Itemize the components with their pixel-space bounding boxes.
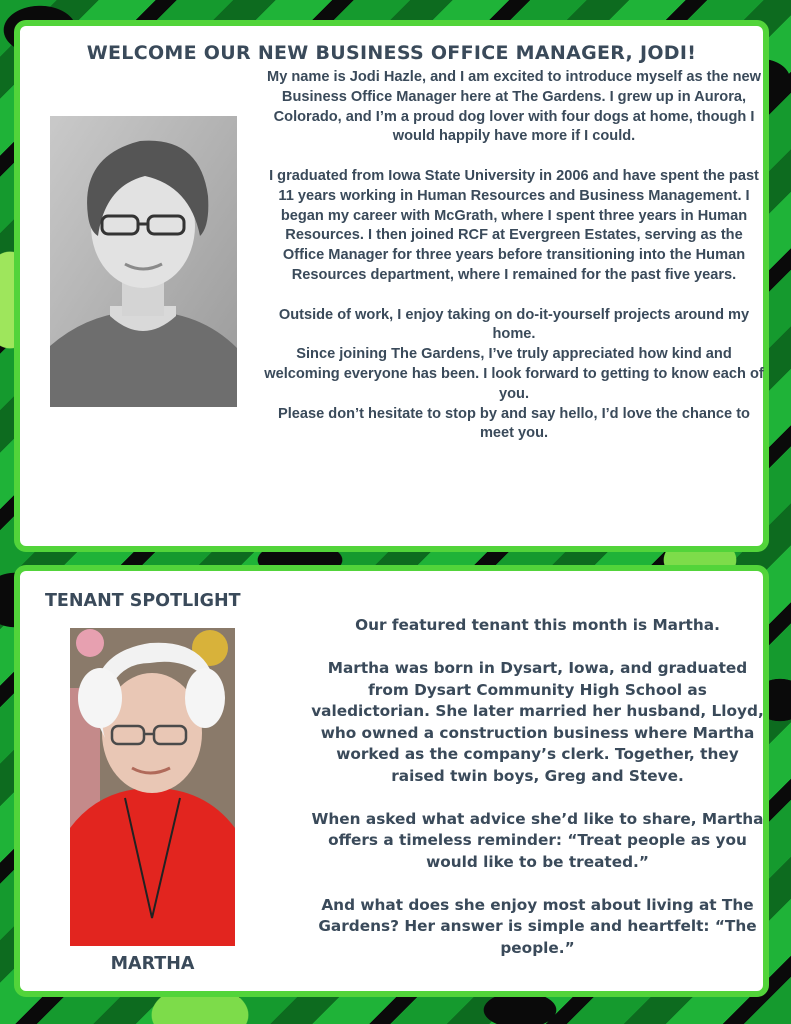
martha-portrait-image xyxy=(70,628,235,946)
spotlight-paragraph-4: And what does she enjoy most about living at The Gardens? Her answer is simple and heartfelt: “The people.” xyxy=(318,895,757,957)
manager-welcome-panel xyxy=(14,20,769,552)
martha-caption: MARTHA xyxy=(110,954,195,974)
tenant-spotlight-text xyxy=(310,615,765,959)
spotlight-paragraph-3: When asked what advice she’d like to share, Martha offers a timeless reminder: “Treat people as you would like to be treated.” xyxy=(311,809,764,871)
manager-closing-line-1: Outside of work, I enjoy taking on do-it-yourself projects around my home. xyxy=(278,306,750,343)
martha-portrait-photo xyxy=(70,628,235,946)
tenant-spotlight-title: TENANT SPOTLIGHT xyxy=(45,591,241,611)
spotlight-paragraph-1: Our featured tenant this month is Martha. xyxy=(355,616,720,634)
manager-paragraph-2: I graduated from Iowa State University in 2006 and have spent the past 11 years working in Human Resources and Business Management. I began my career with McGrath, where I spent three years in Human Resources. I then joined RCF at Evergreen Estates, serving as the Office Manager for three years before transitioning into the Human Resources department, where I remained for the past five years. xyxy=(269,167,759,283)
jodi-portrait-photo xyxy=(50,116,237,407)
manager-welcome-title: WELCOME OUR NEW BUSINESS OFFICE MANAGER, JODI! xyxy=(86,42,697,64)
manager-closing-line-3: Please don’t hesitate to stop by and say hello, I’d love the chance to meet you. xyxy=(278,405,750,442)
manager-paragraph-1: My name is Jodi Hazle, and I am excited to introduce myself as the new Business Office Manager here at The Gardens. I grew up in Aurora, Colorado, and I’m a proud dog lover with four dogs at home, though I would happily have more if I could. xyxy=(267,69,761,145)
manager-closing-line-2: Since joining The Gardens, I’ve truly appreciated how kind and welcoming everyone has been. I look forward to getting to know each of you. xyxy=(264,346,764,402)
tenant-spotlight-panel xyxy=(14,565,769,997)
spotlight-paragraph-2: Martha was born in Dysart, Iowa, and graduated from Dysart Community High School as valedictorian. She later married her husband, Lloyd, who owned a construction business where Martha worked as the company’s clerk. Together, they raised twin boys, Greg and Steve. xyxy=(311,659,764,785)
jodi-portrait-image xyxy=(50,116,237,407)
manager-intro-text xyxy=(264,68,764,444)
